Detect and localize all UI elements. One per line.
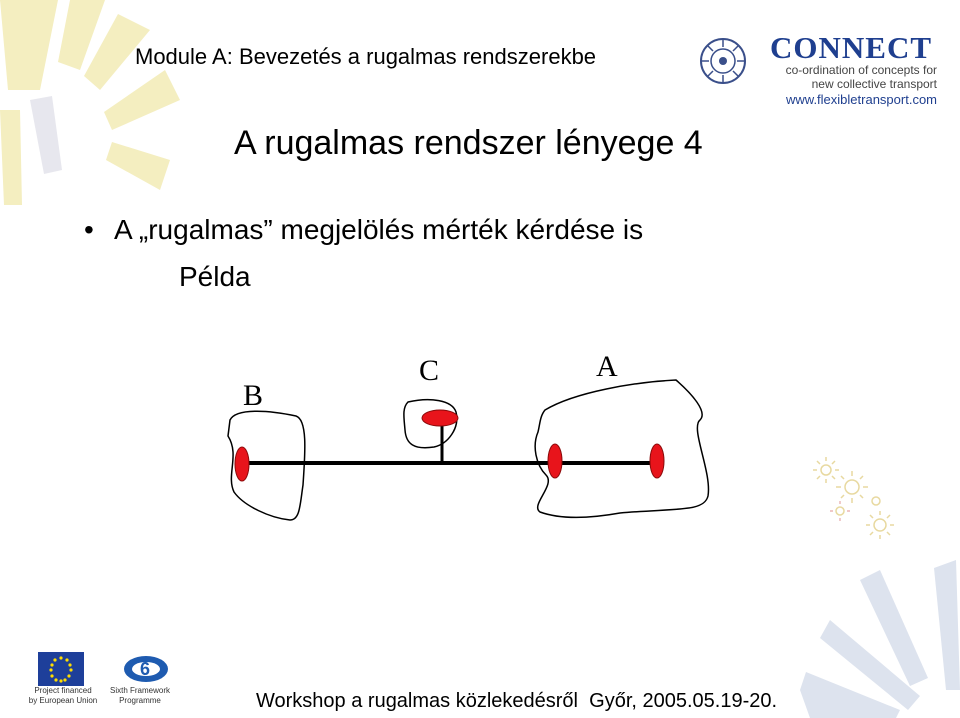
eu-stars-icon bbox=[38, 652, 84, 686]
stop-a-west bbox=[548, 444, 562, 478]
fp6-logo bbox=[120, 652, 172, 686]
slide-title: A rugalmas rendszer lényege 4 bbox=[234, 124, 703, 162]
eu-flag-logo bbox=[38, 652, 84, 686]
eu-credit-line-2: by European Union bbox=[28, 696, 98, 705]
logo-url-link[interactable]: www.flexibletransport.com bbox=[786, 92, 937, 107]
stop-b bbox=[235, 447, 249, 481]
area-a-outline bbox=[535, 380, 708, 517]
stop-a-east bbox=[650, 444, 664, 478]
footer-place-date: Győr, 2005.05.19-20. bbox=[589, 690, 778, 712]
example-label: Példa bbox=[179, 261, 251, 292]
footer-text bbox=[256, 690, 777, 713]
stop-c bbox=[422, 410, 458, 426]
svg-text:6: 6 bbox=[140, 659, 151, 679]
footer-workshop: Workshop a rugalmas közlekedésről bbox=[256, 690, 579, 712]
fp6-credit bbox=[102, 686, 178, 706]
eu-credit-line-1: Project financed bbox=[34, 686, 92, 695]
logo-tagline-line-1: co-ordination of concepts for bbox=[785, 63, 937, 77]
bullet-icon: • bbox=[84, 214, 94, 245]
module-title: Module A: Bevezetés a rugalmas rendszerekbe bbox=[135, 44, 597, 69]
eu-credit bbox=[26, 686, 100, 706]
logo-tagline-line-2: new collective transport bbox=[811, 77, 937, 91]
fp6-credit-line-2: Programme bbox=[119, 696, 161, 705]
bullet-text: A „rugalmas” megjelölés mérték kérdése is bbox=[114, 214, 644, 245]
label-b: B bbox=[243, 379, 264, 412]
fp6-credit-line-1: Sixth Framework bbox=[109, 686, 170, 695]
label-c: C bbox=[419, 354, 440, 387]
label-a: A bbox=[596, 350, 618, 383]
connect-logo-wordmark: CONNECT bbox=[770, 30, 933, 65]
